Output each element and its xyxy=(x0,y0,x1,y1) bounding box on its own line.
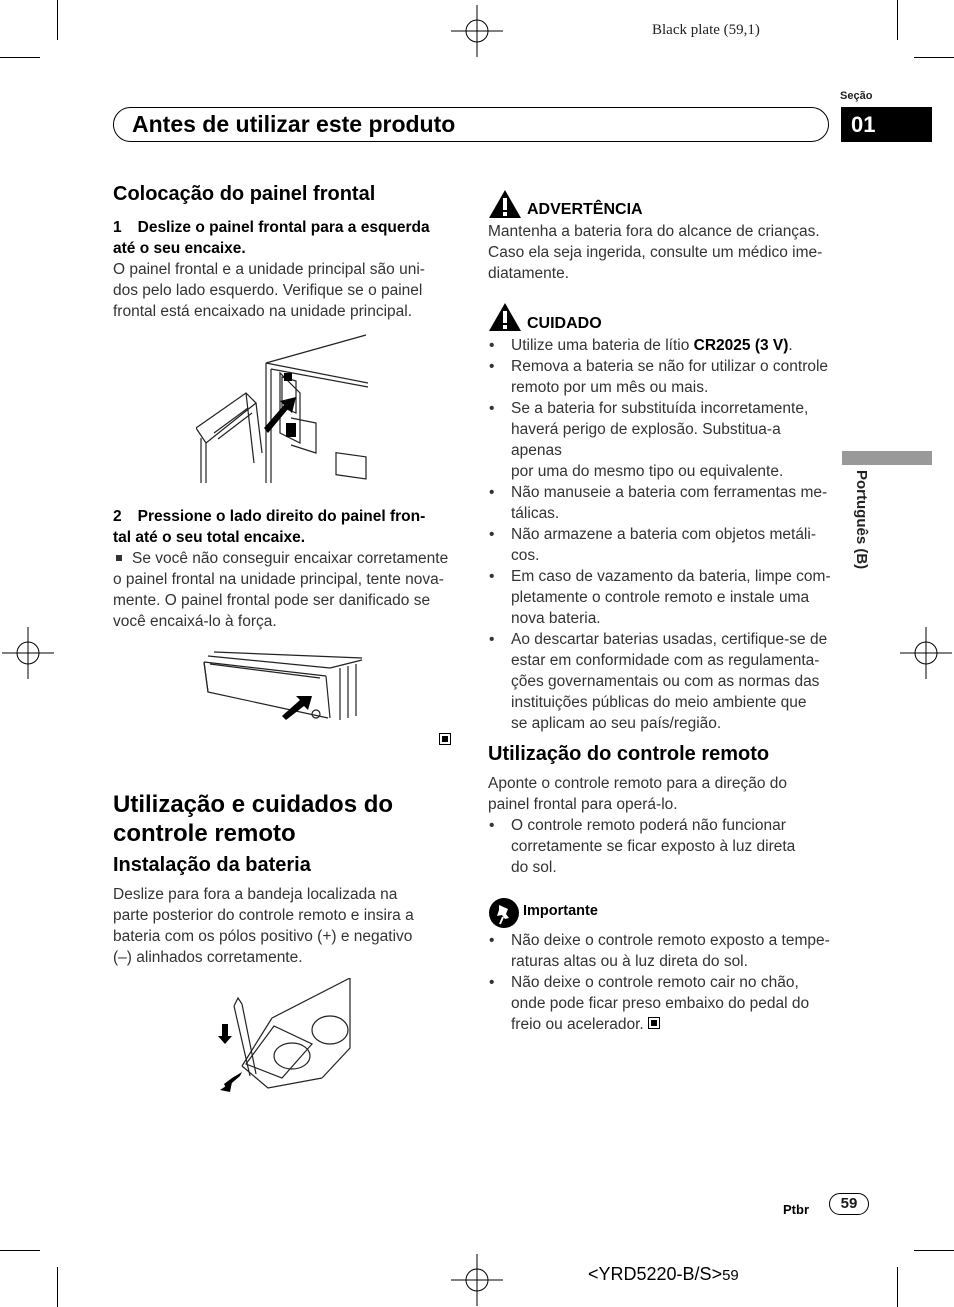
step-2 xyxy=(113,506,463,548)
registration-mark-icon xyxy=(2,627,54,679)
important-line: Não deixe o controle remoto cair no chão, xyxy=(511,974,799,991)
language-label: Português (B) xyxy=(853,470,870,570)
caution-line: nova bateria. xyxy=(511,610,601,627)
language-tab xyxy=(842,451,932,465)
caution-line: instituições públicas do meio ambiente que xyxy=(511,694,807,711)
note-line: você encaixá-lo à força. xyxy=(113,613,277,630)
caution-list xyxy=(488,335,833,734)
note-line: o painel frontal na unidade principal, tente nova- xyxy=(113,571,444,588)
language-label-container xyxy=(848,470,872,580)
battery-install-body xyxy=(113,884,463,968)
caution-item xyxy=(488,566,833,629)
caution-line: remoto por um mês ou mais. xyxy=(511,379,709,396)
caution-line: estar em conformidade com as regulamenta- xyxy=(511,652,820,669)
step-2-line-1: Pressione o lado direito do painel fron- xyxy=(137,508,426,525)
warning-body xyxy=(488,221,833,284)
important-line: Não deixe o controle remoto exposto a tempe- xyxy=(511,932,830,949)
body-line: Deslize para fora a bandeja localizada na xyxy=(113,886,398,903)
crop-mark xyxy=(0,57,40,58)
caution-item xyxy=(488,629,833,734)
model-code-line xyxy=(588,1264,739,1285)
important-pin-icon xyxy=(488,897,520,929)
language-code: Ptbr xyxy=(783,1202,809,1217)
caution-item xyxy=(488,356,833,398)
important-item xyxy=(488,930,833,972)
caution-item xyxy=(488,398,833,482)
end-square-icon xyxy=(648,1017,660,1029)
bullet-line: O controle remoto poderá não funcionar xyxy=(511,817,786,834)
remote-use-item xyxy=(488,815,833,878)
caution-line: Não armazene a bateria com objetos metáli- xyxy=(511,526,816,543)
caution-triangle-icon xyxy=(488,302,522,332)
caution-line: Remova a bateria se não for utilizar o controle xyxy=(511,358,829,375)
body-line: Caso ela seja ingerida, consulte um médico ime- xyxy=(488,244,823,261)
step-1 xyxy=(113,217,463,259)
end-square-icon xyxy=(439,733,451,745)
remote-use-bullet xyxy=(488,815,833,878)
section-label: Seção xyxy=(840,90,873,102)
crop-mark xyxy=(57,0,58,40)
plate-label: Black plate (59,1) xyxy=(652,22,760,38)
caution-line: cos. xyxy=(511,547,540,564)
step-2-number: 2 xyxy=(113,508,122,525)
body-line: parte posterior do controle remoto e insira a xyxy=(113,907,414,924)
note-line: mente. O painel frontal pode ser danificado se xyxy=(113,592,431,609)
important-line: onde pode ficar preso embaixo do pedal do xyxy=(511,995,810,1012)
note-line: Se você não conseguir encaixar corretamente xyxy=(132,550,449,567)
caution-item xyxy=(488,335,833,356)
step-1-number: 1 xyxy=(113,219,122,236)
caution-line: haverá perigo de explosão. Substitua-a apenas xyxy=(511,421,781,459)
chapter-title: Antes de utilizar este produto xyxy=(132,111,456,137)
body-line: Aponte o controle remoto para a direção do xyxy=(488,775,787,792)
battery-type: CR2025 (3 V) xyxy=(693,337,789,354)
model-code: <YRD5220-B/S> xyxy=(588,1264,723,1284)
caution-line: pletamente o controle remoto e instale uma xyxy=(511,589,810,606)
body-line: frontal está encaixado na unidade principal. xyxy=(113,303,413,320)
model-page: 59 xyxy=(722,1267,739,1284)
caution-line: por uma do mesmo tipo ou equivalente. xyxy=(511,463,784,480)
heading-line: controle remoto xyxy=(113,820,296,847)
section-end-mark xyxy=(439,732,451,750)
crop-mark xyxy=(914,1250,954,1251)
faceplate-press-illustration xyxy=(200,648,366,724)
crop-mark xyxy=(897,0,898,40)
caution-text: . xyxy=(788,337,793,354)
important-line: raturas altas ou à luz direta do sol. xyxy=(511,953,748,970)
chapter-title-bar xyxy=(113,107,829,142)
faceplate-attach-illustration xyxy=(196,333,372,485)
step-1-line-1: Deslize o painel frontal para a esquerda xyxy=(137,219,430,236)
note-square-icon xyxy=(116,555,122,561)
body-line: O painel frontal e a unidade principal são uni- xyxy=(113,261,425,278)
caution-item xyxy=(488,524,833,566)
battery-install-heading: Instalação da bateria xyxy=(113,854,311,876)
caution-line: Em caso de vazamento da bateria, limpe com- xyxy=(511,568,831,585)
caution-line: Se a bateria for substituída incorretamente, xyxy=(511,400,809,417)
body-line: bateria com os pólos positivo (+) e negativo xyxy=(113,928,413,945)
caution-line: se aplicam ao seu país/região. xyxy=(511,715,722,732)
step-1-line-2: até o seu encaixe. xyxy=(113,240,246,257)
caution-line: tálicas. xyxy=(511,505,560,522)
page-number: 59 xyxy=(829,1193,869,1215)
body-line: dos pelo lado esquerdo. Verifique se o painel xyxy=(113,282,423,299)
remote-use-body xyxy=(488,773,833,815)
body-line: painel frontal para operá-lo. xyxy=(488,796,678,813)
caution-line: ções governamentais ou com as normas das xyxy=(511,673,820,690)
registration-mark-icon xyxy=(900,627,952,679)
important-list xyxy=(488,930,833,1035)
warning-title: ADVERTÊNCIA xyxy=(527,201,643,218)
crop-mark xyxy=(914,57,954,58)
body-line: diatamente. xyxy=(488,265,569,282)
registration-mark-icon xyxy=(451,1254,503,1306)
heading-line: Utilização e cuidados do xyxy=(113,791,394,818)
registration-mark-icon xyxy=(451,5,503,57)
section-number: 01 xyxy=(841,107,932,142)
crop-mark xyxy=(57,1267,58,1307)
faceplate-heading: Colocação do painel frontal xyxy=(113,183,376,205)
body-line: Mantenha a bateria fora do alcance de crianças. xyxy=(488,223,820,240)
caution-title: CUIDADO xyxy=(527,315,602,332)
caution-item xyxy=(488,482,833,524)
caution-line: Não manuseie a bateria com ferramentas me- xyxy=(511,484,828,501)
body-line: (–) alinhados corretamente. xyxy=(113,949,303,966)
faceplate-note xyxy=(113,548,463,632)
important-line: freio ou acelerador. xyxy=(511,1016,644,1033)
remote-care-heading xyxy=(113,790,473,848)
bullet-line: do sol. xyxy=(511,859,557,876)
warning-triangle-icon xyxy=(488,189,522,219)
caution-line: Ao descartar baterias usadas, certifique-se de xyxy=(511,631,828,648)
important-title: Importante xyxy=(523,903,598,919)
faceplate-body xyxy=(113,259,463,322)
battery-install-illustration xyxy=(212,978,354,1096)
crop-mark xyxy=(0,1250,40,1251)
crop-mark xyxy=(897,1267,898,1307)
important-item xyxy=(488,972,833,1035)
caution-text: Utilize uma bateria de lítio xyxy=(511,337,694,354)
remote-use-heading: Utilização do controle remoto xyxy=(488,743,770,765)
step-2-line-2: tal até o seu total encaixe. xyxy=(113,529,306,546)
bullet-line: corretamente se ficar exposto à luz direta xyxy=(511,838,796,855)
